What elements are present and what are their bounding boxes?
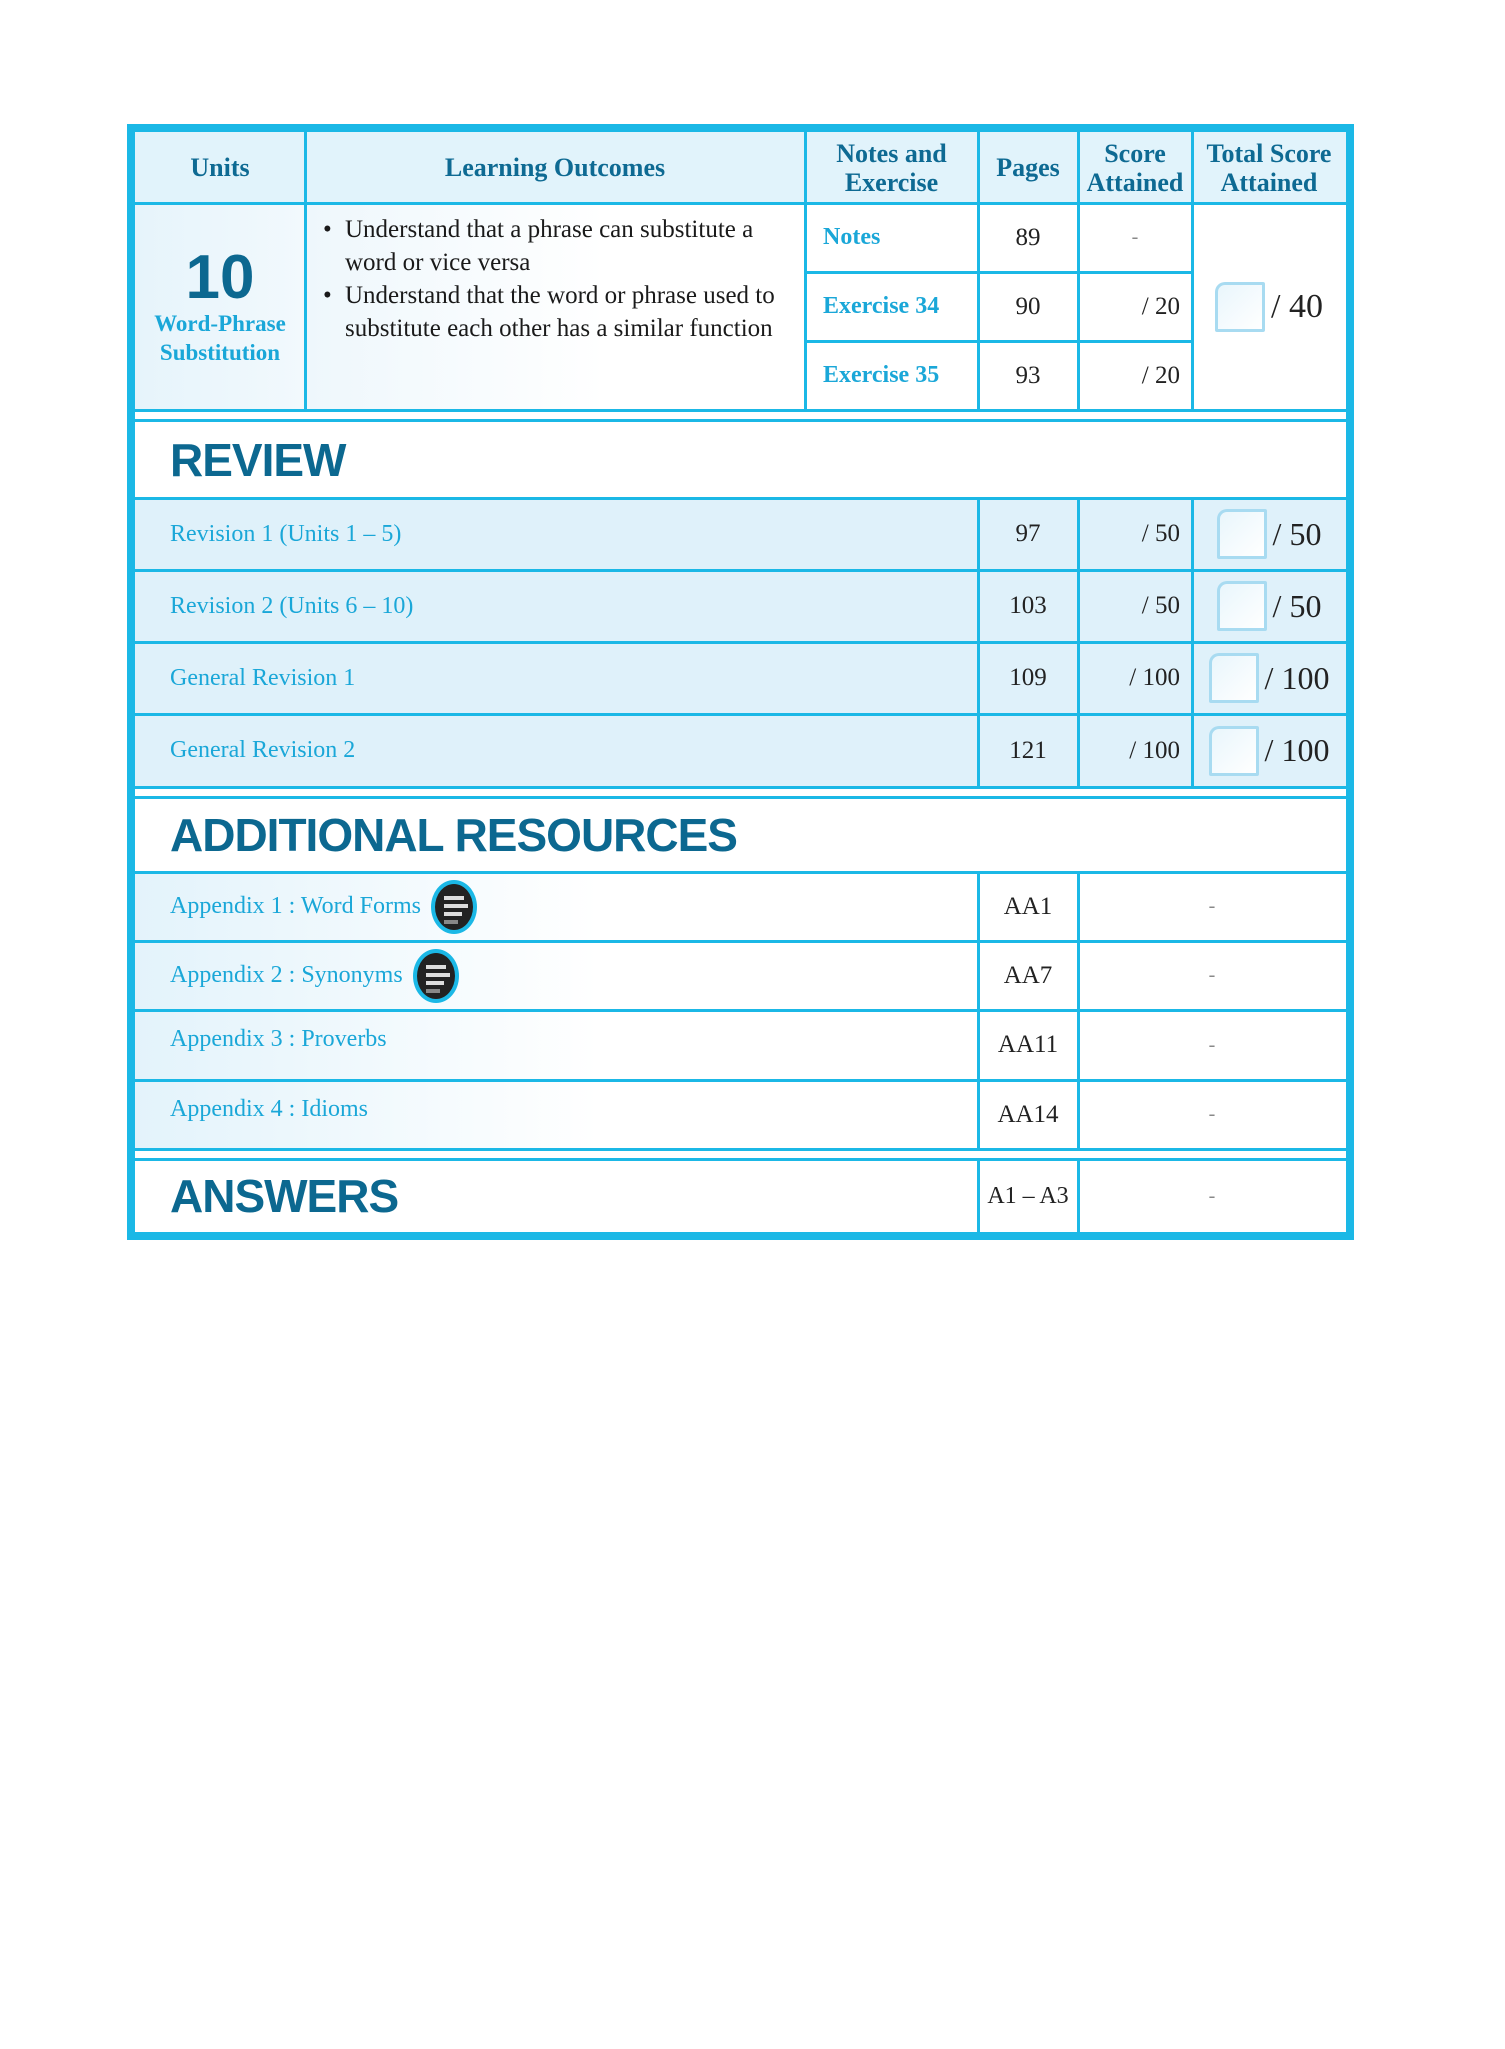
divider (135, 940, 1346, 943)
review-row-score: / 50 (1078, 498, 1192, 570)
divider (135, 1158, 1346, 1161)
review-link[interactable]: Revision 1 (Units 1 – 5) (170, 520, 402, 547)
review-row-page: 109 (978, 642, 1078, 714)
review-row-total (1192, 714, 1346, 787)
col-header-pages: Pages (978, 132, 1078, 203)
divider (135, 202, 1346, 205)
divider (135, 786, 1346, 789)
col-header-notes-exercise: Notes and Exercise (805, 132, 978, 203)
unit-title: Word-Phrase Substitution (154, 310, 286, 365)
answers-page: A1 – A3 (987, 1182, 1069, 1209)
unit-cell (135, 203, 305, 410)
review-row-page: 121 (978, 714, 1078, 787)
appendix-row-page: AA14 (997, 1100, 1059, 1128)
divider (805, 340, 1192, 343)
section-title-review: REVIEW (170, 433, 346, 486)
appendix-link[interactable]: Appendix 1 : Word Forms (170, 893, 421, 919)
appendix-row-label[interactable] (135, 872, 978, 941)
divider (135, 497, 1346, 500)
col-header-units: Units (135, 132, 305, 203)
appendix-link[interactable]: Appendix 4 : Idioms (170, 1096, 368, 1122)
divider (805, 271, 1192, 274)
contents-table (127, 124, 1354, 1240)
divider (135, 641, 1346, 644)
learning-outcomes-list (323, 213, 787, 345)
review-row-label[interactable] (135, 498, 978, 570)
divider (135, 419, 1346, 422)
divider (135, 1148, 1346, 1151)
divider (135, 1009, 1346, 1012)
review-row-total (1192, 570, 1346, 642)
total-score-input-box[interactable] (1217, 509, 1267, 559)
appendix-row-page: AA7 (1003, 961, 1053, 989)
divider (135, 569, 1346, 572)
appendix-row-score: - (1208, 964, 1216, 986)
total-score-max: / 50 (1272, 587, 1322, 624)
review-row-score: / 100 (1078, 642, 1192, 714)
total-score-input-box[interactable] (1209, 653, 1259, 703)
review-row-page: 103 (978, 570, 1078, 642)
divider (977, 872, 980, 1149)
total-score-max: / 100 (1264, 732, 1330, 768)
unit-row-score: - (1131, 226, 1139, 248)
divider (135, 871, 1346, 874)
divider (977, 1160, 980, 1232)
unit-row-exercise-34-link[interactable]: Exercise 34 (823, 293, 940, 319)
divider (135, 409, 1346, 412)
review-row-total (1192, 498, 1346, 570)
divider (135, 796, 1346, 799)
divider (804, 132, 807, 410)
total-score-max: / 50 (1272, 515, 1322, 552)
audio-disc-icon[interactable] (413, 949, 459, 1003)
divider (304, 132, 307, 410)
section-title-additional-resources: ADDITIONAL RESOURCES (170, 808, 737, 861)
divider (1077, 498, 1080, 787)
learning-outcome-item: • Understand that a phrase can substitute a word or vice versa (323, 213, 787, 279)
unit-row-page: 93 (1015, 361, 1041, 389)
appendix-link[interactable]: Appendix 2 : Synonyms (170, 962, 403, 988)
learning-outcome-item: • Understand that the word or phrase used to substitute each other has a similar function (323, 279, 787, 345)
total-score-input-box[interactable] (1215, 282, 1265, 332)
col-header-score-attained: Score Attained (1078, 132, 1192, 203)
appendix-row-label[interactable] (135, 941, 978, 1010)
review-row-score: / 100 (1078, 714, 1192, 787)
divider (135, 1079, 1346, 1082)
appendix-row-page: AA11 (997, 1031, 1059, 1058)
section-title-answers[interactable]: ANSWERS (170, 1170, 399, 1222)
appendix-row-label[interactable] (135, 1080, 978, 1149)
unit-row-score: / 20 (1141, 361, 1180, 389)
review-link[interactable]: General Revision 2 (170, 737, 356, 763)
unit-row-notes-link[interactable]: Notes (823, 224, 881, 250)
divider (1191, 498, 1194, 787)
appendix-row-page: AA1 (1003, 892, 1053, 920)
appendix-row-score: - (1208, 1103, 1216, 1125)
appendix-row-label[interactable] (135, 1010, 978, 1080)
unit-row-page: 90 (1015, 292, 1041, 320)
review-row-label[interactable] (135, 714, 978, 787)
appendix-link[interactable]: Appendix 3 : Proverbs (170, 1026, 387, 1052)
answers-score: - (1208, 1184, 1216, 1207)
divider (977, 132, 980, 410)
divider (135, 713, 1346, 716)
appendix-row-score: - (1208, 895, 1216, 917)
col-header-learning-outcomes: Learning Outcomes (305, 132, 805, 203)
unit-row-page: 89 (1015, 223, 1041, 251)
audio-disc-icon[interactable] (431, 880, 477, 934)
total-score-max: / 40 (1271, 287, 1323, 325)
col-header-total-score: Total Score Attained (1192, 132, 1346, 203)
review-row-page: 97 (978, 498, 1078, 570)
review-link[interactable]: General Revision 1 (170, 664, 356, 691)
review-row-label[interactable] (135, 570, 978, 642)
review-row-label[interactable] (135, 642, 978, 714)
divider (977, 498, 980, 787)
review-row-total (1192, 642, 1346, 714)
unit-number: 10 (185, 242, 255, 312)
unit-row-exercise-35-link[interactable]: Exercise 35 (823, 362, 940, 388)
unit-row-score: / 20 (1141, 292, 1180, 320)
divider (1191, 132, 1194, 410)
divider (1077, 872, 1080, 1149)
learning-outcomes-cell (305, 203, 805, 410)
review-link[interactable]: Revision 2 (Units 6 – 10) (170, 592, 414, 619)
review-row-score: / 50 (1078, 570, 1192, 642)
contents-table-body (135, 132, 1346, 1232)
total-score-input-box[interactable] (1217, 581, 1267, 631)
divider (1077, 1160, 1080, 1232)
total-score-max: / 100 (1264, 659, 1330, 696)
total-score-input-box[interactable] (1209, 726, 1259, 776)
appendix-row-score: - (1208, 1033, 1216, 1056)
divider (1077, 132, 1080, 410)
unit-total-score-cell (1192, 203, 1346, 410)
